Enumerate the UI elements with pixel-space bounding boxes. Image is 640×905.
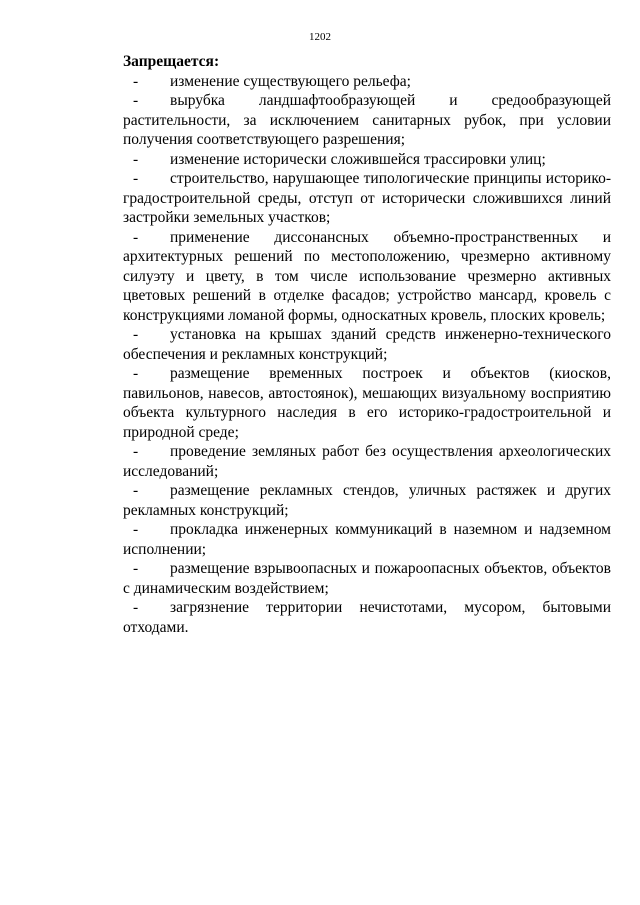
list-item-text: вырубка ландшафтообразующей и средообразующей растительности, за исключением санитарных рубок, при условии получения соответствующего разрешения;	[123, 92, 611, 148]
list-item-text: размещение временных построек и объектов (киосков, павильонов, навесов, автостоянок), мешающих визуальному восприятию объекта культурного наследия в его историко-градостроительной и природной среде;	[123, 365, 611, 441]
list-dash: -	[133, 326, 139, 343]
list-dash: -	[133, 521, 139, 538]
list-item-text: изменение существующего рельефа;	[170, 72, 411, 90]
list-dash: -	[133, 560, 139, 577]
list-item	[123, 520, 611, 559]
list-item-text: применение диссонансных объемно-пространственных и архитектурных решений по местоположению, чрезмерно активному силуэту и цвету, в том числе использование чрезмерно активных цветовых решений в отделке фасадов; устройство мансард, кровель с конструкциями ломаной формы, односкатных кровель, плоских кровель;	[123, 228, 611, 324]
list-item-text: прокладка инженерных коммуникаций в наземном и надземном исполнении;	[123, 521, 611, 558]
list-dash: -	[133, 72, 139, 90]
list-dash: -	[133, 365, 139, 382]
list-item-text: размещение взрывоопасных и пожароопасных объектов, объектов с динамическим воздействием;	[123, 560, 611, 597]
list-dash: -	[133, 170, 139, 187]
list-dash: -	[133, 443, 139, 460]
list-item	[123, 150, 611, 170]
list-item	[123, 169, 611, 228]
document-body	[123, 52, 611, 637]
list-dash: -	[133, 482, 139, 499]
list-item	[123, 228, 611, 326]
list-dash: -	[133, 599, 139, 616]
list-dash: -	[133, 150, 139, 168]
list-item	[123, 481, 611, 520]
list-dash: -	[133, 228, 139, 246]
list-item-text: установка на крышах зданий средств инженерно-технического обеспечения и рекламных конструкций;	[123, 326, 611, 363]
list-item	[123, 72, 611, 92]
list-dash: -	[133, 92, 139, 109]
list-item	[123, 442, 611, 481]
page-number: 1202	[309, 31, 331, 43]
list-item-text: строительство, нарушающее типологические принципы историко-градостроительной среды, отступ от исторически сложившихся линий застройки земельных участков;	[123, 170, 611, 226]
list-item	[123, 559, 611, 598]
list-item	[123, 598, 611, 637]
list-item-text: изменение исторически сложившейся трассировки улиц;	[170, 150, 546, 168]
list-item	[123, 364, 611, 442]
list-item-text: проведение земляных работ без осуществления археологических исследований;	[123, 443, 611, 480]
section-heading: Запрещается:	[123, 53, 220, 70]
list-item-text: размещение рекламных стендов, уличных растяжек и других рекламных конструкций;	[123, 482, 611, 519]
list-item	[123, 91, 611, 150]
list-item	[123, 325, 611, 364]
list-item-text: загрязнение территории нечистотами, мусором, бытовыми отходами.	[123, 599, 611, 636]
